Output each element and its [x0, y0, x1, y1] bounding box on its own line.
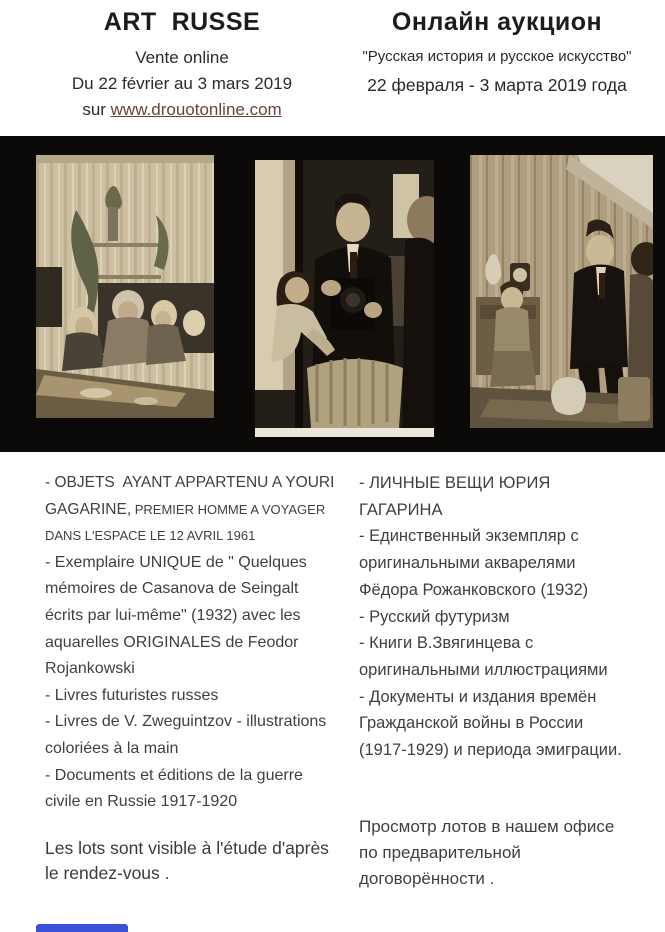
catalog-item-zweguintzov: - Livres de V. Zweguintzov - illustrations coloriées à la main [45, 713, 327, 757]
catalog-item-civil-war-ru: - Документы и издания времён Гражданской войны в России (1917-1929) и периода эмиграции. [359, 687, 622, 760]
catalog-item-civil-war: - Documents et éditions de la guerre civile en Russie 1917-1920 [45, 766, 303, 811]
catalog-item-gagarin-ru: - ЛИЧНЫЕ ВЕЩИ ЮРИЯ ГАГАРИНА [359, 474, 551, 519]
header-french [32, 0, 332, 123]
gagarin-camera-photo [255, 160, 434, 437]
photo-banner [0, 136, 665, 452]
catalog-item-casanova: - Exemplaire UNIQUE de " Quelques mémoires de Casanova de Seingalt écrits par lui-même" (1932) avec les aquarelles ORIGINALES de Feodor Rojankowski [45, 553, 312, 678]
catalog-item-gagarine-objects [45, 470, 341, 550]
catalog-item-futurism-ru: - Русский футуризм [359, 607, 510, 626]
viewing-note-french: Les lots sont visible à l'étude d'après le rendez-vous . [45, 837, 329, 884]
header-russian [347, 0, 647, 98]
catalog-item-rojankovsky-ru: - Единственный экземпляр с оригинальными акварелями Фёдора Рожанковского (1932) [359, 527, 589, 599]
title-french: ART RUSSE [103, 8, 261, 36]
catalog-french [45, 470, 341, 887]
title-russian: Онлайн аукцион [391, 8, 603, 36]
item-gagarine-detail: PREMIER HOMME A VOYAGER DANS L'ESPACE LE 12 AVRIL 1961 [45, 501, 329, 544]
gagarin-family-photo [36, 155, 214, 418]
subtitle-russian: "Русская история и русское искусство" [362, 48, 632, 65]
link-line [32, 97, 332, 123]
partial-blue-button[interactable] [36, 924, 128, 932]
drouotonline-link[interactable]: www.drouotonline.com [110, 100, 282, 119]
gagarin-room-photo [470, 155, 653, 428]
viewing-note-russian: Просмотр лотов в нашем офисе по предварительной договорённости . [359, 816, 615, 888]
catalog-russian [359, 470, 635, 892]
link-prefix: sur [82, 100, 111, 119]
item-gagarine-main: - OBJETS AYANT APPARTENU A YOURI GAGARINE, [45, 474, 339, 518]
subtitle-french: Vente online [135, 48, 229, 67]
catalog-item-futurist-books: - Livres futuristes russes [45, 686, 219, 704]
dates-french: Du 22 février au 3 mars 2019 [71, 74, 293, 93]
dates-russian: 22 февраля - 3 марта 2019 года [367, 75, 627, 95]
catalog-item-zvyagintsev-ru: - Книги В.Звягинцева с оригинальными иллюстрациями [359, 634, 608, 679]
